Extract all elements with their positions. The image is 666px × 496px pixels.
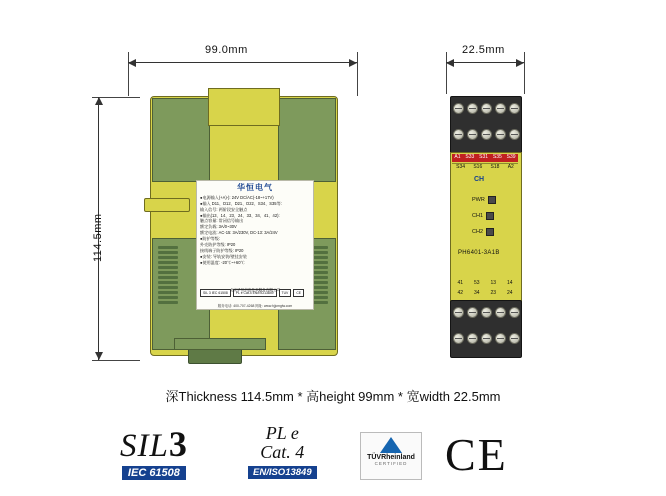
label-brand-cn: 华恒电气: [237, 183, 273, 192]
spec-line: 额定电流: AC-15: 3A/230V, DC-13: 3A/24V: [200, 230, 278, 236]
side-view: [444, 88, 526, 368]
vent-slot: [158, 251, 178, 254]
spec-line: ●输入 D11、D12、D21、D22、S34、S35等:: [200, 200, 282, 206]
depth-arrow-left-icon: [446, 59, 454, 67]
terminal-strip-yellow: [452, 163, 518, 172]
pin-number: 34: [473, 290, 480, 296]
cert-badge-sil: SIL 3 IEC 61508: [200, 289, 231, 297]
top-terminal-block: [450, 96, 522, 154]
pin-number: 42: [457, 290, 464, 296]
terminal-screw[interactable]: [495, 103, 506, 114]
terminal-screw[interactable]: [495, 307, 506, 318]
spec-line: ●电源输入(+A)-): 24V DC/AC(-18~+17V): [200, 194, 274, 200]
width-dimension-label: 99.0mm: [205, 44, 248, 56]
screw-row-bottom-1: [451, 307, 521, 318]
pin-number: 53: [473, 280, 480, 286]
pwr-led-icon: [488, 196, 496, 204]
terminal-screw[interactable]: [453, 333, 464, 344]
screw-row-top-2: [451, 129, 521, 140]
vent-group-left: [158, 246, 178, 304]
tuv-logo-sub: CERTIFIED: [374, 461, 408, 466]
screw-row-bottom-2: [451, 333, 521, 344]
label-brand: [197, 181, 313, 193]
sil-logo-standard: IEC 61508: [122, 466, 186, 480]
caption-text: 深Thickness 114.5mm * 高height 99mm * 宽width 22.5mm: [165, 389, 501, 404]
sil-logo: [120, 426, 188, 481]
led-row-ch2: [472, 228, 494, 236]
housing-bottom-ledge: [174, 338, 266, 350]
terminal-screw[interactable]: [467, 307, 478, 318]
vent-slot: [158, 276, 178, 279]
pin-number: 13: [490, 280, 497, 286]
cert-badge-ce: CE: [293, 289, 304, 297]
spec-line: 触点容量: 常闭信号输出: [200, 218, 244, 224]
led-row-pwr: [472, 196, 496, 204]
height-arrow-down-icon: [95, 352, 103, 360]
terminal-screw[interactable]: [453, 129, 464, 140]
spec-line: ●使用温度: -20℃~+60℃: [200, 259, 245, 265]
ch1-led-icon: [486, 212, 494, 220]
spec-line: ●防护等级:: [200, 236, 220, 242]
tuv-logo-title: TÜVRheinland: [367, 454, 415, 461]
sil-logo-text: SIL: [120, 428, 169, 464]
vent-slot: [158, 256, 178, 259]
housing-green-top-right: [278, 98, 336, 182]
vent-slot: [158, 286, 178, 289]
led-label-ch1: CH1: [472, 213, 484, 219]
depth-arrow-right-icon: [516, 59, 524, 67]
vent-slot: [158, 271, 178, 274]
height-dimension-label: 114.5mm: [92, 213, 104, 262]
sil-logo-main: [120, 426, 188, 463]
label-company: 北京华恒信息技术服务有限公司: [229, 288, 281, 292]
terminal-screw[interactable]: [481, 129, 492, 140]
terminal-screw[interactable]: [481, 307, 492, 318]
height-arrow-up-icon: [95, 97, 103, 105]
spec-line: 外壳防护等级: IP20: [200, 242, 236, 248]
pin-number: A1: [454, 154, 461, 160]
label-contact: 服务电话: 400-707-4268 网址: www.hjjcmglw.com: [217, 303, 293, 308]
pin-number: S34: [456, 164, 466, 170]
vent-slot: [158, 296, 178, 299]
certification-logo-row: [0, 418, 666, 490]
width-dimension-line: [128, 62, 357, 63]
pin-number: S18: [490, 164, 500, 170]
terminal-screw[interactable]: [495, 333, 506, 344]
vent-slot: [158, 266, 178, 269]
pin-number: 24: [506, 290, 513, 296]
terminal-screw[interactable]: [453, 307, 464, 318]
terminal-screw[interactable]: [481, 333, 492, 344]
terminal-screw[interactable]: [453, 103, 464, 114]
tuv-logo: [360, 432, 422, 480]
vent-slot: [158, 246, 178, 249]
product-label-card: [196, 180, 314, 310]
terminal-screw[interactable]: [481, 103, 492, 114]
housing-top-notch: [208, 88, 280, 126]
pin-numbers-bottom-lower: [452, 290, 518, 296]
ple-logo-line1: PL e: [265, 423, 299, 443]
pin-number: A2: [507, 164, 514, 170]
cert-badge-ple: PL e Cat.4 EN/ISO13849: [233, 289, 277, 297]
terminal-screw[interactable]: [509, 333, 520, 344]
terminal-screw[interactable]: [509, 307, 520, 318]
cert-badge-tuv: TUV: [279, 289, 292, 297]
terminal-screw[interactable]: [467, 103, 478, 114]
ple-logo: [248, 424, 317, 480]
housing-side-tab: [144, 198, 190, 212]
pin-number: 14: [506, 280, 513, 286]
pin-number: S39: [506, 154, 516, 160]
pin-number: S31: [479, 154, 489, 160]
terminal-screw[interactable]: [509, 103, 520, 114]
ce-logo: CE: [445, 429, 508, 480]
pin-number: S16: [473, 164, 483, 170]
pin-number: S35: [492, 154, 502, 160]
spec-line: 接线端子防护等级: IP20: [200, 248, 244, 254]
pin-numbers-bottom-upper: [452, 280, 518, 286]
bottom-pin-row-2: [452, 290, 518, 298]
pin-numbers-yellow: [452, 164, 518, 170]
depth-dimension-label: 22.5mm: [462, 44, 505, 56]
vent-slot: [158, 291, 178, 294]
terminal-screw[interactable]: [509, 129, 520, 140]
bottom-terminal-block: [450, 300, 522, 358]
pin-number: 23: [490, 290, 497, 296]
sil-logo-number: 3: [168, 424, 188, 464]
terminal-strip-red: [452, 154, 518, 162]
pin-number: 41: [457, 280, 464, 286]
led-row-ch1: [472, 212, 494, 220]
vent-slot: [158, 261, 178, 264]
faceplate-logo: CH: [474, 176, 485, 183]
ch2-led-icon: [486, 228, 494, 236]
label-spec-list: [200, 195, 313, 266]
model-number: PH6401-3A1B: [458, 250, 500, 256]
ple-logo-standard: EN/ISO13849: [248, 466, 317, 479]
ple-logo-line2: Cat. 4: [260, 441, 305, 462]
led-label-ch2: CH2: [472, 229, 484, 235]
front-view: [128, 88, 358, 364]
spec-line: ●输出(13、14、23、24、33、34、41、42):: [200, 212, 280, 218]
led-label-pwr: PWR: [472, 197, 485, 203]
tuv-triangle-icon: [380, 437, 402, 453]
depth-dimension-line: [446, 62, 524, 63]
terminal-screw[interactable]: [467, 129, 478, 140]
pin-numbers-red: [452, 154, 518, 160]
vent-slot: [158, 281, 178, 284]
spec-line: ●安装: 导轨安装/壁挂安装: [200, 254, 247, 260]
width-arrow-right-icon: [349, 59, 357, 67]
bottom-pin-row-1: [452, 280, 518, 288]
vent-slot: [158, 301, 178, 304]
spec-line: 额定负载: 3A/0~30V: [200, 224, 237, 230]
width-arrow-left-icon: [128, 59, 136, 67]
pin-number: S33: [465, 154, 475, 160]
spec-line: 输入信号: 两阶段安全触点: [200, 206, 248, 212]
terminal-screw[interactable]: [467, 333, 478, 344]
terminal-screw[interactable]: [495, 129, 506, 140]
housing-green-top-left: [152, 98, 210, 182]
screw-row-top-1: [451, 103, 521, 114]
